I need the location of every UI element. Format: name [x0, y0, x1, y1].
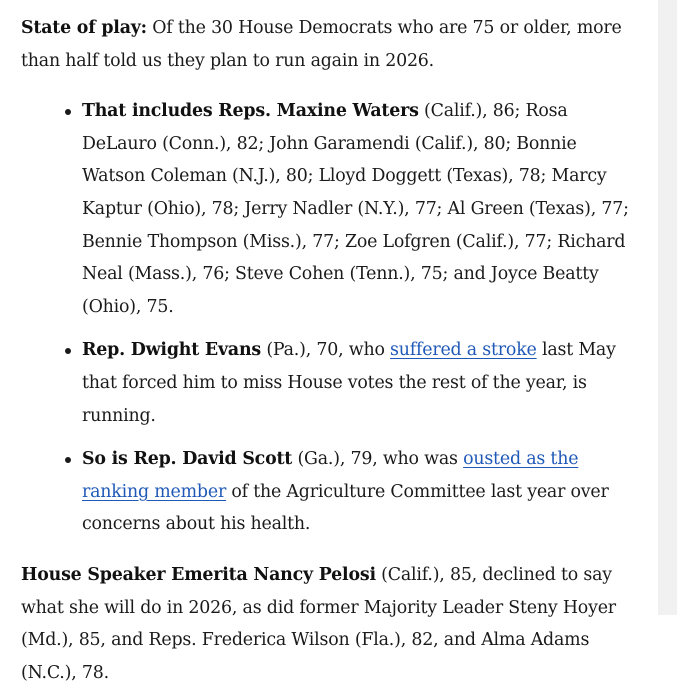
bullet-text-david-scott-before: (Ga.), 79, who was — [292, 449, 464, 470]
bullet-item-david-scott — [82, 443, 641, 541]
bullet-lead-dwight-evans: Rep. Dwight Evans — [82, 340, 261, 361]
article-body — [21, 12, 641, 689]
pelosi-paragraph — [21, 559, 641, 689]
pelosi-text: (Calif.), 85, declined to say what she will do in 2026, as did former Majority Leader Steny Hoyer (Md.), 85, and Reps. Frederica Wilson (Fla.), 82, and Alma Adams (N.C.), 78. — [21, 564, 616, 683]
bullet-text-dwight-evans-before: (Pa.), 70, who — [261, 340, 391, 361]
state-of-play-label: State of play: — [21, 18, 147, 38]
bullet-text-dwight-evans-after: last May that forced him to miss House votes the rest of the year, is running. — [82, 340, 616, 426]
ousted-ranking-member-link[interactable]: ousted as the ranking member — [82, 449, 579, 502]
bullet-item-dwight-evans — [82, 334, 641, 432]
bullet-item-reps-list — [82, 95, 641, 323]
pelosi-lead: House Speaker Emerita Nancy Pelosi — [21, 564, 376, 585]
state-of-play-paragraph — [21, 12, 641, 77]
page-scroll-gutter — [658, 0, 677, 615]
bullet-lead-maxine-waters: That includes Reps. Maxine Waters — [82, 101, 419, 122]
state-of-play-text: Of the 30 House Democrats who are 75 or older, more than half told us they plan to run again in 2026. — [21, 18, 622, 71]
bullet-text-david-scott-after: of the Agriculture Committee last year over concerns about his health. — [82, 481, 609, 535]
suffered-a-stroke-link[interactable]: suffered a stroke — [390, 340, 537, 361]
bullet-lead-david-scott: So is Rep. David Scott — [82, 449, 293, 470]
bullet-text-reps-list: (Calif.), 86; Rosa DeLauro (Conn.), 82; John Garamendi (Calif.), 80; Bonnie Watson Coleman (N.J.), 80; Lloyd Doggett (Texas), 78; Marcy Kaptur (Ohio), 78; Jerry Nadler (N.Y.), 77; Al Green (Texas), 77; Bennie Thompson (Miss.), 77; Zoe Lofgren (Calif.), 77; Richard Neal (Mass.), 76; Steve Cohen (Tenn.), 75; and Joyce Beatty (Ohio), 75. — [82, 101, 629, 317]
bullet-list — [21, 95, 641, 541]
